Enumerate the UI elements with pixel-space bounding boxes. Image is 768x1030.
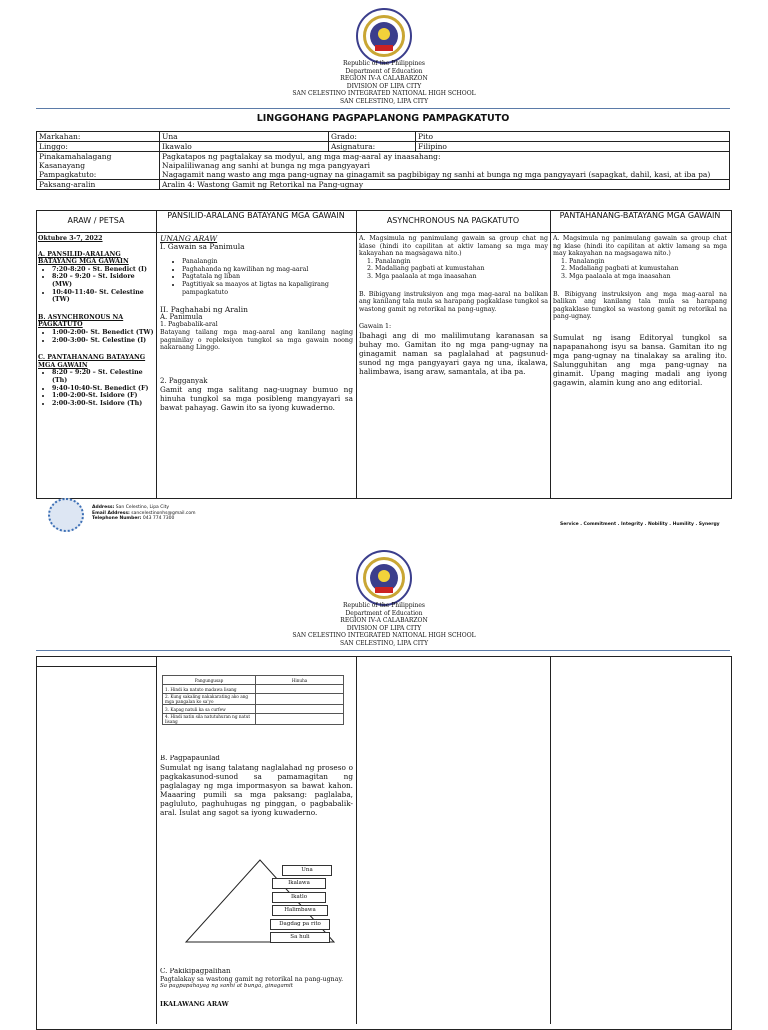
school-logo <box>48 498 84 532</box>
activities-grid-page2 <box>36 656 732 1030</box>
header-line-5: SAN CELESTINO INTEGRATED NATIONAL HIGH SCHOOL <box>292 90 476 97</box>
schedule-b-heading: B. ASYNCHRONOUS NA PAGKATUTO <box>38 313 124 329</box>
linggo-label: Linggo: <box>37 142 160 152</box>
pakikipagpalihan-section: C. Pakikipagpalihan Pagtalakay sa wastong gamit ng retorikal na pang-ugnay. Sa pagpapahayag ng sanhi at bunga, ginagamit IKALAWANG ARAW <box>160 968 344 1008</box>
deped-seal <box>356 8 412 64</box>
schedule-c-heading: C. PANTAHANANG BATAYANG MGA GAWAIN <box>38 354 146 369</box>
paghahabi-heading: II. Paghahabi ng Aralin <box>160 305 248 315</box>
asignatura-value: Filipino <box>416 142 730 152</box>
hinuha-table: Pangungusap Hinuha 1. Hindi ka natuto madawa lisang 2. Kung sakaling nakakarating ako ang mga pangalan ko sa'yo 3. Kapag natuli ka sa curfew 4. Hindi natin sila natutuhuran ng natut lisang <box>162 675 344 725</box>
header-line-4: DIVISION OF LIPA CITY <box>346 82 422 90</box>
unang-araw-label: UNANG ARAW <box>160 235 218 243</box>
pyramid-box-1: Una <box>282 865 332 876</box>
markahan-value: Una <box>160 132 329 142</box>
pyramid-box-5: Dagdag pa rito <box>270 919 330 930</box>
schedule-a-heading: A. PANSILID-ARALANG BATAYANG MGA GAWAIN <box>38 250 129 266</box>
asignatura-label: Asignatura: <box>329 142 416 152</box>
grado-label: Grado: <box>329 132 416 142</box>
schedule-date: Oktubre 3-7, 2022 <box>38 235 103 242</box>
header-line-2: Department of Education <box>345 67 423 75</box>
footer-motto: Service . Commitment . Integrity . Nobility . Humility . Synergy <box>560 522 720 527</box>
header-line-6: SAN CELESTINO, LIPA CITY <box>339 97 429 105</box>
pyramid-box-2: Ikalawa <box>272 878 326 889</box>
pyramid-box-3: Ikatlo <box>272 892 326 903</box>
paganyak-text: Gamit ang mga salitang nag-uugnay bumuo ng hinuha tungkol sa mga posibleng mangyayari sa bawat pahayag. Gawin ito sa iyong kuwaderno. <box>160 385 353 413</box>
header-rule <box>36 108 730 109</box>
paksa-label: Paksang-aralin <box>37 180 160 190</box>
col-header-araw: ARAW / PETSA <box>67 216 125 225</box>
pantahanan-column: A. Magsimula ng panimulang gawain sa group chat ng klase (hindi ito capilitan at aktiv lamang sa mga may kakayahan na magsagawa nito.) 1. Panalangin 2. Madaliang pagbati at kumustahan 3. Mga paalaala at mga inaasahan B. Bibigyang instruksiyon ang mga mag-aaral na balikan ang kanilang tala mula sa harapang pagkaklase tungkol sa wastong gamit ng retorikal na pang-ugnay. Sumulat ng isang Editoryal tungkol sa napapanahong isyu sa bansa. Gamitan ito ng mga pang-ugnay na tinalakay sa araling ito. Salungguhitan ang mga pang-ugnay na ginamit. Upang maging madali ang iyong gagawin, alamin kung ano ang editorial. <box>553 235 727 387</box>
col-header-pantahanan: PANTAHANANG-BATAYANG MGA GAWAIN <box>559 211 721 220</box>
gawain-heading: I. Gawain sa Panimula <box>160 241 245 251</box>
balik-aral-text: Batayang tailang mga mag-aaral ang kanilang naging pagninilay o repleksiyon tungkol sa mga gawain noong nakaraang Linggo. <box>160 328 353 352</box>
col-header-asynchronous: ASYNCHRONOUS NA PAGKATUTO <box>386 216 520 225</box>
info-table <box>36 131 730 190</box>
pansilid-column: UNANG ARAW I. Gawain sa Panimula • Panalangin • Paghahanda ng kawilihan ng mag-aaral • Pagtatala ng liban • Pagtitiyak sa maayos at ligtas na kapaligirang pampagkatuto II. Paghahabi ng Aralin A. Panimula 1. Pagbabalik-aral Batayang tailang mga mag-aaral ang kanilang naging pagninilay o repleksiyon tungkol sa mga gawain noong nakaraang Linggo. 2. Pagganyak Gamit ang mga salitang nag-uugnay bumuo ng hinuha tungkol sa mga posibleng mangyayari sa bawat pahayag. Gawin ito sa iyong kuwaderno. <box>160 235 353 495</box>
competency-label: Pinakamahalagang Kasanayang Pampagkatuto: <box>37 152 160 180</box>
schedule-column: Oktubre 3-7, 2022 A. PANSILID-ARALANG BATAYANG MGA GAWAIN • 7:20-8:20 - St. Benedict (I) • 8:20 – 9:20 – St. Isidore (MW) • 10:40-11:40- St. Celestine (TW) B. ASYNCHRONOUS NA PAGKATUTO • 1:00-2:00- St. Benedict (TW) • 2:00-3:00- St. Celestine (I) C. PANTAHANANG BATAYANG MGA GAWAIN • 8:20 – 9:20 – St. Celestine (Th) • 9:40-10:40-St. Benedict (F) • 1:00-2:00-St. Isidore (F) • 2:00-3:00-St. Isidore (Th) <box>38 235 154 495</box>
school-header <box>200 60 568 105</box>
gawain1-text: Ibahagi ang di mo malilimutang karanasan sa buhay mo. Gamitan ito ng mga pang-ugnay na ginagamit naman sa paglalahad at pagsunud-sunod ng mga pangyayari gaya ng una, ikalawa, halimbawa, isang araw, samantala, at iba pa. <box>359 330 548 376</box>
competency-text: Pagkatapos ng pagtalakay sa modyul, ang mga mag-aaral ay inaasahang: Naipaliliwanag ang sanhi at bunga ng mga pangyayari Nagagamit nang wasto ang mga pang-ugnay na ginagamit sa pagbibigay ng sanhi at bunga ng mga pangyayari (sapagkat, dahil, kasi, at iba pa) <box>160 152 730 180</box>
col-header-pansilid: PANSILID-ARALANG BATAYANG MGA GAWAIN <box>167 211 345 220</box>
page-title: LINGGOHANG PAGPAPLANONG PAMPAGKATUTO <box>256 113 510 124</box>
linggo-value: Ikawalo <box>160 142 329 152</box>
header-line-1: Republic of the Philippines <box>343 60 425 67</box>
grado-value: Pito <box>416 132 730 142</box>
pyramid-box-4: Halimbawa <box>272 905 328 916</box>
asynchronous-column: A. Magsimula ng panimulang gawain sa group chat ng klase (hindi ito capilitan at aktiv lamang sa mga may kakayahan na magsagawa nito.) 1. Panalangin 2. Madaliang pagbati at kumustahan 3. Mga paalaala at mga inaasahan B. Bibigyang instruksiyon ang mga mag-aaral na balikan ang kanilang tala mula sa harapang pagkaklase tungkol sa wastong gamit ng retorikal na pang-ugnay. Gawain 1: Ibahagi ang di mo malilimutang karanasan sa buhay mo. Gamitan ito ng mga pang-ugnay na ginagamit naman sa paglalahad at pagsunud-sunod ng mga pangyayari gaya ng una, ikalawa, halimbawa, isang araw, samantala, at iba pa. <box>359 235 548 376</box>
deped-seal-page2 <box>356 550 412 606</box>
footer-contact: Address: San Celestino, Lipa City Email Address: sancelestinonhs@gmail.com Telephone Number: 043 774 7300 <box>92 505 196 522</box>
paksa-value: Aralin 4: Wastong Gamit ng Retorikal na Pang-ugnay <box>160 180 730 190</box>
editoryal-text: Sumulat ng isang Editoryal tungkol sa napapanahong isyu sa bansa. Gamitan ito ng mga pang-ugnay na tinalakay sa araling ito. Salungguhitan ang mga pang-ugnay na ginamit. Upang maging madali ang iyong gagawin, alamin kung ano ang editorial. <box>553 332 727 387</box>
pyramid-box-6: Sa huli <box>270 932 330 943</box>
school-header-page2: Republic of the Philippines Department of Education REGION IV-A CALABARZON DIVISION OF LIPA CITY SAN CELESTINO INTEGRATED NATIONAL HIGH SCHOOL SAN CELESTINO, LIPA CITY <box>292 602 476 647</box>
header-line-3: REGION IV-A CALABARZON <box>340 75 428 82</box>
pagpapaunlad-section: B. Pagpapaunlad Sumulat ng isang talatang naglalahad ng proseso o pagkakasunod-sunod sa pamamagitan ng paglalagay ng mga impormasyon sa bawat kahon. Maaaring pumili sa mga paksang: paglalaba, pagluluto, paghuhugas ng pinggan, o pagbabalik-aral. Isulat ang sagot sa iyong kuwaderno. <box>160 755 353 817</box>
markahan-label: Markahan: <box>37 132 160 142</box>
